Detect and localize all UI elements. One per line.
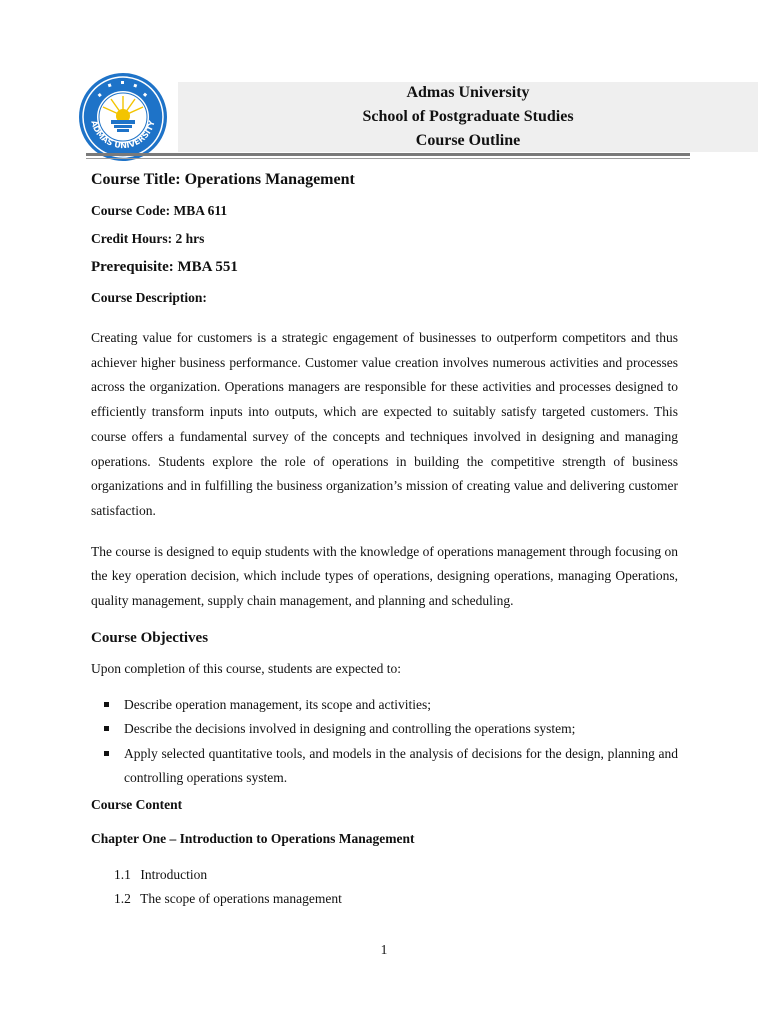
objective-text: Describe the decisions involved in designing and controlling the operations system; <box>124 721 576 737</box>
bullet-square-icon <box>104 751 109 756</box>
description-heading: Course Description: <box>91 290 207 305</box>
prerequisite: Prerequisite: MBA 551 <box>91 259 238 275</box>
section-number: 1.2 <box>114 891 131 907</box>
objectives-intro: Upon completion of this course, students are expected to: <box>91 660 402 676</box>
university-logo-icon <box>78 72 168 162</box>
university-name: Admas University <box>406 84 530 101</box>
section-number: 1.1 <box>114 866 131 882</box>
course-title: Course Title: Operations Management <box>91 171 355 188</box>
document-body <box>91 168 678 912</box>
objectives-list <box>91 693 678 791</box>
objectives-heading: Course Objectives <box>91 629 209 646</box>
header-rule-thin <box>86 158 690 159</box>
objective-text: Describe operation management, its scope and activities; <box>124 696 432 712</box>
list-item <box>114 887 678 912</box>
list-item <box>91 742 678 791</box>
chapter-title: Chapter One – Introduction to Operations Management <box>91 830 415 846</box>
svg-text:ADMAS UNIVERSITY: ADMAS UNIVERSITY <box>89 119 157 151</box>
bullet-square-icon <box>104 702 109 707</box>
document-type: Course Outline <box>415 132 521 149</box>
list-item <box>91 693 678 718</box>
section-title: The scope of operations management <box>140 891 342 907</box>
credit-hours: Credit Hours: 2 hrs <box>91 231 205 246</box>
page-number: 1 <box>380 942 388 957</box>
section-list <box>91 863 678 912</box>
list-item <box>114 863 678 888</box>
description-paragraph: Creating value for customers is a strategic engagement of businesses to outperform competitors and thus achiever higher business performance. Customer value creation involves numerous activities and processes across the organization. Operations managers are responsible for these activities and processes designed to efficiently transform inputs into outputs, which are expected to suitably satisfy targeted customers. This course offers a fundamental survey of the concepts and techniques involved in designing and managing operations. Students explore the role of operations in building the competitive strength of business organizations and in fulfilling the business organization’s mission of creating value and delivering customer satisfaction. <box>91 330 678 518</box>
school-name: School of Postgraduate Studies <box>362 108 574 125</box>
bullet-square-icon <box>104 726 109 731</box>
objective-text: Apply selected quantitative tools, and models in the analysis of decisions for the design, planning and controlling operations system. <box>124 745 678 786</box>
list-item <box>91 717 678 742</box>
content-heading: Course Content <box>91 796 183 812</box>
document-header <box>78 72 690 158</box>
course-code: Course Code: MBA 611 <box>91 203 228 218</box>
header-banner <box>178 82 758 152</box>
section-title: Introduction <box>140 866 208 882</box>
header-rule-thick <box>86 153 690 156</box>
description-paragraph: The course is designed to equip students with the knowledge of operations management through focusing on the key operation decision, which include types of operations, designing operations, managing Operations, quality management, supply chain management, and planning and scheduling. <box>91 543 678 609</box>
